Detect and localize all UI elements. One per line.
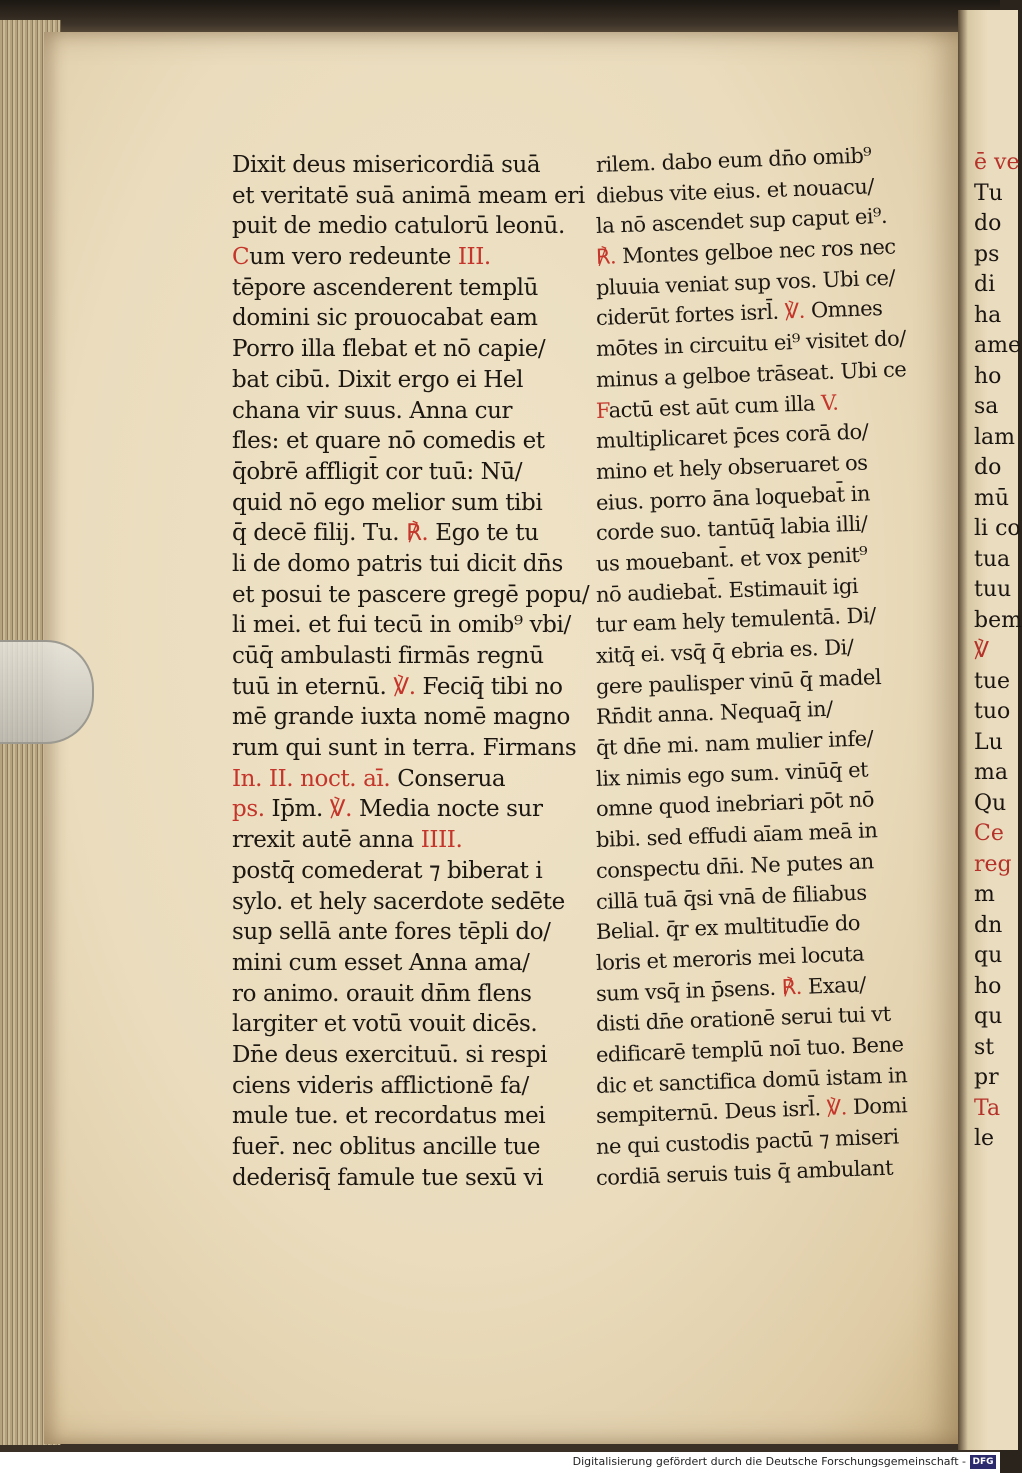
text-line <box>232 948 572 979</box>
text-line <box>232 426 572 457</box>
line-text: Dn̄e deus exercituū. si respi <box>232 1041 548 1068</box>
line-text: Omnes <box>804 296 883 324</box>
facing-page-fragment: ℣ <box>974 638 990 663</box>
facing-page-fragment: qu <box>974 943 1003 968</box>
line-text: cordiā seruis tuis q̄ ambulant <box>595 1155 894 1190</box>
line-text: sempiternū. Deus isrl̄. <box>595 1096 828 1129</box>
line-text: mē grande iuxta nomē magno <box>232 704 570 731</box>
facing-page-fragment: le <box>974 1126 995 1151</box>
text-line <box>232 856 572 887</box>
line-text: diebus vite eius. et nouacu/ <box>595 173 875 208</box>
line-text: Dixit deus misericordiā suā <box>232 152 541 178</box>
line-text: bibi. sed effudi aīam meā in <box>595 818 878 853</box>
footer-bar <box>0 1452 1000 1473</box>
facing-page-fragment: do <box>974 455 1002 480</box>
line-text: quid nō ego melior sum tibi <box>232 489 543 516</box>
facing-page-fragment: pr <box>974 1065 999 1090</box>
line-text: chana vir suus. Anna cur <box>232 397 513 424</box>
line-text: omne quod inebriari pōt nō <box>595 787 875 822</box>
text-line <box>232 825 572 856</box>
rubric-text: ℣. <box>784 299 806 324</box>
line-text: minus a gelboe trāseat. Ubi ce <box>595 356 907 392</box>
facing-page-fragment: ho <box>974 973 1002 999</box>
line-text: mōtes in circuitu ei⁹ visitet do/ <box>595 326 907 362</box>
line-text: li mei. et fui tecū in omib⁹ vbi/ <box>232 612 571 639</box>
facing-page-fragment: Qu <box>974 790 1007 816</box>
line-text: edificarē templū noī tuo. Bene <box>595 1032 904 1067</box>
line-text: gere paulisper vinū q̄ madel <box>595 664 882 699</box>
text-line <box>232 979 572 1010</box>
line-text: mini cum esset Anna ama/ <box>232 949 530 976</box>
line-text: ro animo. orauit dn̄m flens <box>232 980 532 1007</box>
line-text: Montes gelboe nec ros nec <box>615 234 896 269</box>
facing-page-fragment: ame <box>974 333 1021 358</box>
line-text: pluuia veniat sup vos. Ubi ce/ <box>595 265 896 300</box>
line-text: multiplicaret p̄ces corā do/ <box>595 419 869 454</box>
text-line <box>232 518 572 549</box>
facing-page-fragment: Ta <box>974 1095 1001 1121</box>
line-text: sup sellā ante fores tēpli do/ <box>232 919 551 946</box>
line-text: dic et sanctifica domū istam in <box>595 1062 908 1098</box>
line-text: corde suo. tantūq̄ labia illi/ <box>595 511 868 546</box>
rubric-text: ℟. <box>781 974 803 1000</box>
text-line <box>232 150 572 181</box>
facing-page-fragment: st <box>974 1034 995 1060</box>
dfg-logo: DFG <box>970 1455 996 1469</box>
line-text: Ip̄m. <box>264 796 330 823</box>
text-line <box>232 794 572 825</box>
line-text: us mouebant̄. et vox penit⁹ <box>595 542 868 576</box>
rubric-text: IIII. <box>420 827 463 854</box>
line-text: tur eam hely temulentā. Di/ <box>595 603 877 638</box>
rubric-text: ℣. <box>393 673 416 700</box>
facing-page-fragment: Lu <box>974 729 1003 755</box>
text-line <box>232 1132 572 1163</box>
line-text: mule tue. et recordatus mei <box>232 1103 546 1130</box>
text-line <box>232 488 572 519</box>
line-text: et posui te pascere gregē popu/ <box>232 581 590 608</box>
text-line <box>232 917 572 948</box>
text-line <box>232 641 572 672</box>
line-text: li de domo patris tui dicit dn̄s <box>232 550 563 577</box>
rubric-text: ℣. <box>329 796 353 823</box>
line-text: Conserua <box>390 765 506 792</box>
page-clip <box>0 640 94 744</box>
line-text: tuū in eternū. <box>232 673 394 700</box>
text-line <box>232 887 572 918</box>
rubric-text: C <box>232 244 250 271</box>
line-text: et veritatē suā animā meam eri <box>232 182 585 209</box>
line-text: cillā tuā q̄si vnā de filiabus <box>595 880 867 914</box>
facing-page-fragment: ha <box>974 302 1002 328</box>
text-line <box>232 1040 572 1071</box>
line-text: Media nocte sur <box>352 796 543 823</box>
text-line <box>232 1163 572 1194</box>
line-text: rilem. dabo eum dn̄o omib⁹ <box>595 143 872 177</box>
line-text: lix nimis ego sum. vinūq̄ et <box>595 757 869 791</box>
facing-page-fragment: qu <box>974 1004 1003 1029</box>
text-line <box>232 702 572 733</box>
line-text: Exau/ <box>801 972 867 999</box>
facing-page-fragment: lam <box>974 424 1016 450</box>
line-text: ne qui custodis pactū ⁊ miseri <box>595 1124 900 1159</box>
line-text: rum qui sunt in terra. Firmans <box>232 735 577 762</box>
line-text: la nō ascendet sup caput ei⁹. <box>595 204 888 239</box>
line-text: Porro illa flebat et nō capie/ <box>232 336 546 363</box>
facing-page-fragment: sa <box>974 394 999 419</box>
line-text: conspectu dn̄i. Ne putes an <box>595 849 875 883</box>
line-text: actū est aūt cum illa <box>608 390 822 423</box>
line-text: ciderūt fortes isrl̄. <box>595 299 786 331</box>
line-text: nō audiebat̄. Estimauit igi <box>595 573 859 607</box>
line-text: dederisq̄ famule tue sexū vi <box>232 1164 544 1191</box>
text-line <box>232 672 572 703</box>
facing-page-fragment: ps <box>974 241 1000 267</box>
line-text: Domi <box>846 1093 908 1120</box>
line-text: loris et meroris mei locuta <box>595 941 865 975</box>
text-line <box>232 610 572 641</box>
text-line <box>232 303 572 334</box>
rubric-text: ps. <box>232 796 265 823</box>
rubric-text: III. <box>457 244 491 271</box>
footer-credit: Digitalisierung gefördert durch die Deutsche Forschungsgemeinschaft - <box>572 1455 966 1468</box>
line-text: sum vsq̄ in p̄sens. <box>595 975 783 1006</box>
text-line <box>232 365 572 396</box>
facing-page-fragment: m <box>974 882 995 907</box>
line-text: um vero redeunte <box>249 244 458 271</box>
line-text: rrexit autē anna <box>232 827 421 854</box>
line-text: q̄ decē filij. Tu. <box>232 520 407 547</box>
facing-page-fragment: tua <box>974 546 1011 572</box>
line-text: Rn̄dit anna. Nequaq̄ in/ <box>595 697 834 730</box>
rubric-text: ℣. <box>826 1095 848 1121</box>
rubric-text: ℟. <box>406 520 429 547</box>
rubric-text: In. II. noct. aī. <box>232 765 391 792</box>
text-line <box>232 733 577 764</box>
line-text: puit de medio catulorū leonū. <box>232 213 565 240</box>
text-line <box>232 580 590 611</box>
line-text: fuer̄. nec oblitus ancille tue <box>232 1134 541 1160</box>
text-column-left <box>232 150 590 1193</box>
line-text: domini sic prouocabat eam <box>232 305 538 332</box>
line-text: eius. porro āna loquebat̄ in <box>595 481 871 515</box>
facing-page-fragment: dn <box>974 912 1003 938</box>
facing-page-fragment: mū <box>974 485 1010 511</box>
facing-page-fragment: do <box>974 211 1002 236</box>
facing-page-fragment: ē ve <box>974 150 1020 175</box>
text-line <box>232 273 572 304</box>
text-line <box>232 211 572 242</box>
line-text: postq̄ comederat ⁊ biberat i <box>232 857 543 884</box>
line-text: mino et hely obseruaret os <box>595 450 868 484</box>
facing-page-fragment: tuo <box>974 699 1011 724</box>
text-line <box>232 181 585 212</box>
text-line <box>232 396 572 427</box>
facing-page-fragment: di <box>974 272 996 297</box>
text-line <box>232 457 572 488</box>
line-text: cūq̄ ambulasti firmās regnū <box>232 643 544 669</box>
rubric-text: ℟. <box>595 244 617 270</box>
facing-page-edge <box>958 10 1022 1450</box>
line-text: bat cibū. Dixit ergo ei Hel <box>232 366 524 393</box>
line-text: disti dn̄e orationē serui tui vt <box>595 1001 892 1037</box>
facing-page-fragment: Ce <box>974 821 1004 846</box>
facing-page-fragment: tue <box>974 668 1011 694</box>
facing-page-fragment: tuu <box>974 577 1012 602</box>
text-line <box>232 1071 572 1102</box>
line-text: tēpore ascenderent templū <box>232 274 539 301</box>
line-text: largiter et votū vouit dicēs. <box>232 1011 538 1038</box>
line-text: fles: et quare nō comedis et <box>232 428 545 455</box>
rubric-text: F <box>595 398 610 423</box>
line-text: q̄t dn̄e mi. nam mulier infe/ <box>595 726 874 761</box>
line-text: Feciq̄ tibi no <box>415 673 563 700</box>
line-text: Ego te tu <box>428 520 539 547</box>
rubric-text: V. <box>820 390 839 415</box>
facing-page-fragment: ho <box>974 363 1002 389</box>
facing-page-fragment: bem <box>974 607 1022 633</box>
text-line <box>232 1101 572 1132</box>
line-text: xitq̄ ei. vsq̄ q̄ ebria es. Di/ <box>595 635 854 668</box>
line-text: q̄obrē affligit̄ cor tuū: Nū/ <box>232 458 523 485</box>
text-line <box>232 334 572 365</box>
text-line <box>232 242 572 273</box>
text-line <box>232 1009 572 1040</box>
facing-page-fragment: li co <box>974 516 1021 541</box>
line-text: Belial. q̄r ex multitudīe do <box>595 910 861 945</box>
text-column-right <box>595 143 921 1193</box>
facing-page-fragment: reg <box>974 851 1012 877</box>
line-text: sylo. et hely sacerdote sedēte <box>232 888 565 915</box>
text-line <box>232 549 572 580</box>
text-line <box>232 764 572 795</box>
facing-page-fragment: ma <box>974 760 1008 785</box>
facing-page-fragment: Tu <box>974 180 1003 206</box>
line-text: ciens videris afflictionē fa/ <box>232 1072 529 1099</box>
